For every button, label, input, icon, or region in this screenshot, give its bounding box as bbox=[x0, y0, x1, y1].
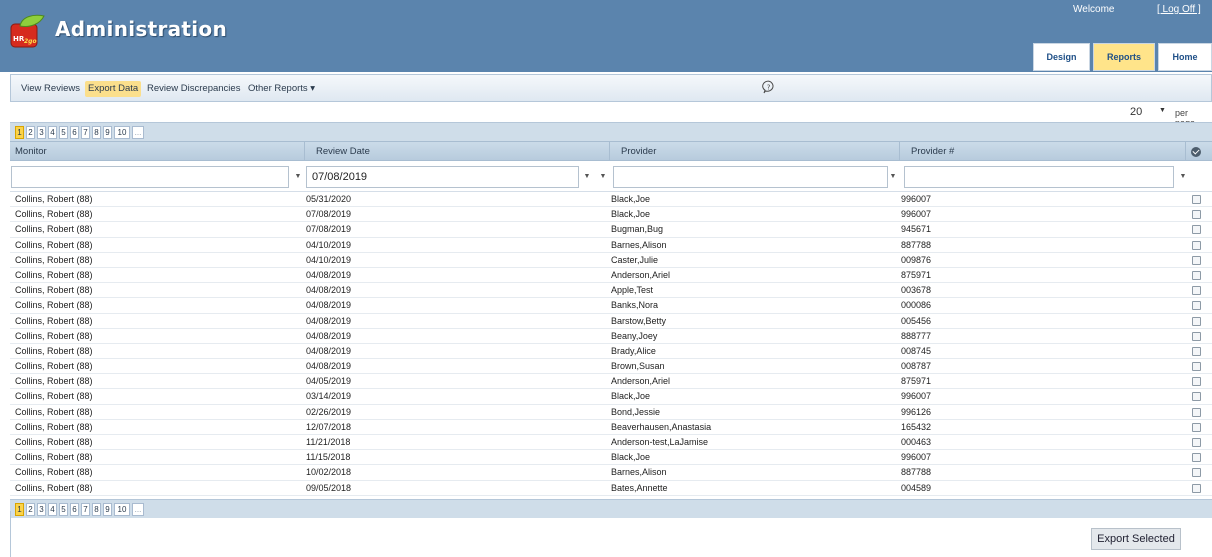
cell-provider-number: 003678 bbox=[901, 285, 932, 296]
toolbar-review-discrepancies[interactable]: Review Discrepancies bbox=[147, 83, 241, 94]
cell-review-date: 04/10/2019 bbox=[306, 239, 352, 250]
cell-provider: Banks,Nora bbox=[611, 300, 659, 311]
log-off-link[interactable]: [ Log Off ] bbox=[1157, 4, 1201, 15]
table-row[interactable] bbox=[10, 465, 1212, 480]
svg-text:?: ? bbox=[766, 83, 771, 92]
cell-monitor: Collins, Robert (88) bbox=[15, 376, 93, 387]
cell-review-date: 11/21/2018 bbox=[306, 437, 351, 447]
review-date-filter-input[interactable]: 07/08/2019 bbox=[306, 166, 579, 188]
page-link-6[interactable]: 6 bbox=[70, 126, 79, 139]
cell-provider: Barstow,Betty bbox=[611, 315, 667, 326]
cell-provider: Black,Joe bbox=[611, 391, 651, 402]
table-row[interactable] bbox=[10, 344, 1212, 359]
column-divider bbox=[304, 142, 305, 161]
cell-provider: Brown,Susan bbox=[611, 361, 665, 372]
cell-review-date: 04/08/2019 bbox=[306, 345, 352, 356]
monitor-filter-input[interactable] bbox=[11, 166, 289, 188]
page-link-8[interactable]: 8 bbox=[92, 126, 101, 139]
row-checkbox[interactable] bbox=[1192, 484, 1201, 493]
cell-provider: Bugman,Bug bbox=[611, 224, 664, 235]
column-divider bbox=[899, 142, 900, 161]
row-checkbox[interactable] bbox=[1192, 271, 1201, 280]
table-row[interactable] bbox=[10, 374, 1212, 389]
row-checkbox[interactable] bbox=[1192, 377, 1201, 386]
cell-monitor: Collins, Robert (88) bbox=[15, 194, 93, 204]
row-checkbox[interactable] bbox=[1192, 286, 1201, 295]
column-header-monitor[interactable]: Monitor bbox=[15, 146, 47, 157]
table-row[interactable] bbox=[10, 435, 1212, 450]
table-row[interactable] bbox=[10, 222, 1212, 237]
cell-provider-number: 875971 bbox=[901, 269, 932, 280]
filter-row bbox=[10, 162, 1212, 192]
cell-review-date: 04/05/2019 bbox=[306, 376, 352, 387]
grid-header bbox=[10, 141, 1212, 161]
cell-provider: Brady,Alice bbox=[611, 345, 656, 356]
cell-provider: Black,Joe bbox=[611, 452, 651, 463]
cell-provider-number: 000086 bbox=[901, 300, 932, 311]
page-link-3[interactable]: 3 bbox=[37, 503, 46, 516]
page-link-4[interactable]: 4 bbox=[48, 503, 57, 516]
cell-review-date: 04/08/2019 bbox=[306, 330, 352, 341]
cell-provider: Bond,Jessie bbox=[611, 406, 661, 417]
cell-review-date: 07/08/2019 bbox=[306, 209, 352, 220]
page-link-6[interactable]: 6 bbox=[70, 503, 79, 516]
cell-monitor: Collins, Robert (88) bbox=[15, 285, 93, 296]
cell-monitor: Collins, Robert (88) bbox=[15, 300, 93, 311]
check-all-icon[interactable] bbox=[1191, 147, 1201, 157]
table-row[interactable] bbox=[10, 420, 1212, 435]
column-divider bbox=[1185, 142, 1186, 161]
dropdown-arrow-icon[interactable]: ▼ bbox=[889, 173, 897, 180]
table-row[interactable] bbox=[10, 298, 1212, 313]
page-link-4[interactable]: 4 bbox=[48, 126, 57, 139]
column-divider bbox=[609, 142, 610, 161]
cell-monitor: Collins, Robert (88) bbox=[15, 345, 93, 356]
table-row[interactable] bbox=[10, 405, 1212, 420]
row-checkbox[interactable] bbox=[1192, 332, 1201, 341]
page-link-2[interactable]: 2 bbox=[26, 503, 35, 516]
page-link-more[interactable]: ... bbox=[132, 503, 144, 516]
cell-provider: Barnes,Alison bbox=[611, 239, 667, 250]
row-checkbox[interactable] bbox=[1192, 347, 1201, 356]
row-checkbox[interactable] bbox=[1192, 256, 1201, 265]
row-checkbox[interactable] bbox=[1192, 408, 1201, 417]
row-checkbox[interactable] bbox=[1192, 468, 1201, 477]
page-link-5[interactable]: 5 bbox=[59, 126, 68, 139]
page-link-more[interactable]: ... bbox=[132, 126, 144, 139]
provider-number-filter-input[interactable] bbox=[904, 166, 1174, 188]
cell-provider-number: 996007 bbox=[901, 194, 932, 204]
table-row[interactable] bbox=[10, 268, 1212, 283]
cell-monitor: Collins, Robert (88) bbox=[15, 437, 93, 447]
cell-provider-number: 000463 bbox=[901, 437, 932, 447]
cell-review-date: 04/08/2019 bbox=[306, 269, 352, 280]
dropdown-arrow-icon[interactable]: ▼ bbox=[583, 173, 591, 180]
page-link-1[interactable]: 1 bbox=[15, 503, 24, 516]
cell-provider: Bates,Annette bbox=[611, 482, 668, 493]
cell-monitor: Collins, Robert (88) bbox=[15, 452, 93, 463]
row-checkbox[interactable] bbox=[1192, 317, 1201, 326]
cell-monitor: Collins, Robert (88) bbox=[15, 421, 93, 432]
nav-reports-button[interactable]: Reports bbox=[1093, 43, 1155, 71]
cell-monitor: Collins, Robert (88) bbox=[15, 482, 93, 493]
pager-top-links bbox=[15, 126, 144, 139]
page-link-7[interactable]: 7 bbox=[81, 126, 90, 139]
cell-provider-number: 887788 bbox=[901, 239, 932, 250]
pager-top bbox=[10, 122, 1212, 141]
page-link-7[interactable]: 7 bbox=[81, 503, 90, 516]
nav-home-button[interactable]: Home bbox=[1158, 43, 1212, 71]
cell-provider: Black,Joe bbox=[611, 209, 651, 220]
cell-provider: Anderson,Ariel bbox=[611, 376, 671, 387]
per-page-label: per bbox=[1175, 108, 1189, 118]
row-checkbox[interactable] bbox=[1192, 362, 1201, 371]
dropdown-arrow-icon[interactable]: ▼ bbox=[1179, 173, 1187, 180]
cell-provider: Beaverhausen,Anastasia bbox=[611, 421, 712, 432]
cell-provider: Apple,Test bbox=[611, 285, 654, 296]
table-row[interactable] bbox=[10, 283, 1212, 298]
cell-monitor: Collins, Robert (88) bbox=[15, 315, 93, 326]
row-checkbox[interactable] bbox=[1192, 225, 1201, 234]
reports-toolbar bbox=[10, 74, 1212, 102]
page-link-3[interactable]: 3 bbox=[37, 126, 46, 139]
cell-provider-number: 165432 bbox=[901, 421, 932, 432]
toolbar-export-data[interactable]: Export Data bbox=[85, 81, 141, 97]
cell-monitor: Collins, Robert (88) bbox=[15, 361, 93, 372]
app-title: Administration bbox=[55, 17, 228, 41]
cell-monitor: Collins, Robert (88) bbox=[15, 467, 93, 478]
column-header-provider[interactable]: Provider bbox=[621, 146, 657, 157]
per-page-select[interactable] bbox=[1123, 106, 1173, 121]
cell-monitor: Collins, Robert (88) bbox=[15, 330, 93, 341]
cell-review-date: 09/05/2018 bbox=[306, 482, 352, 493]
cell-monitor: Collins, Robert (88) bbox=[15, 209, 93, 220]
cell-review-date: 04/08/2019 bbox=[306, 315, 352, 326]
toolbar-other-reports[interactable]: Other Reports ▾ bbox=[248, 83, 316, 94]
page-link-8[interactable]: 8 bbox=[92, 503, 101, 516]
cell-monitor: Collins, Robert (88) bbox=[15, 224, 93, 235]
column-header-provider-number[interactable]: Provider # bbox=[911, 146, 955, 157]
provider-filter-input[interactable] bbox=[613, 166, 888, 188]
cell-provider: Anderson-test,LaJamise bbox=[611, 437, 709, 447]
cell-provider-number: 945671 bbox=[901, 224, 932, 235]
table-row[interactable] bbox=[10, 238, 1212, 253]
welcome-text: Welcome bbox=[1073, 4, 1115, 15]
table-row[interactable] bbox=[10, 389, 1212, 404]
cell-provider-number: 004589 bbox=[901, 482, 932, 493]
table-row[interactable] bbox=[10, 359, 1212, 374]
cell-provider-number: 887788 bbox=[901, 467, 932, 478]
cell-provider-number: 996126 bbox=[901, 406, 932, 417]
table-row[interactable] bbox=[10, 481, 1212, 496]
cell-provider: Barnes,Alison bbox=[611, 467, 667, 478]
cell-provider-number: 005456 bbox=[901, 315, 932, 326]
cell-review-date: 04/08/2019 bbox=[306, 361, 352, 372]
pager-bottom bbox=[10, 499, 1212, 518]
toolbar-view-reviews[interactable]: View Reviews bbox=[21, 83, 80, 94]
cell-monitor: Collins, Robert (88) bbox=[15, 254, 93, 265]
cell-provider: Caster,Julie bbox=[611, 254, 659, 265]
pager-bottom-links bbox=[15, 503, 144, 516]
cell-review-date: 04/10/2019 bbox=[306, 254, 352, 265]
cell-review-date: 07/08/2019 bbox=[306, 224, 352, 235]
cell-provider-number: 875971 bbox=[901, 376, 932, 387]
cell-provider-number: 888777 bbox=[901, 330, 932, 341]
cell-monitor: Collins, Robert (88) bbox=[15, 239, 93, 250]
cell-review-date: 03/14/2019 bbox=[306, 391, 352, 402]
panel-border bbox=[10, 511, 11, 557]
nav-design-button[interactable]: Design bbox=[1033, 43, 1090, 71]
page-link-2[interactable]: 2 bbox=[26, 126, 35, 139]
page-link-9[interactable]: 9 bbox=[103, 126, 112, 139]
svg-text:2go: 2go bbox=[24, 38, 37, 45]
column-header-review-date[interactable]: Review Date bbox=[316, 146, 370, 157]
row-checkbox[interactable] bbox=[1192, 438, 1201, 447]
row-checkbox[interactable] bbox=[1192, 241, 1201, 250]
cell-provider-number: 008787 bbox=[901, 361, 932, 372]
page-link-9[interactable]: 9 bbox=[103, 503, 112, 516]
cell-review-date: 02/26/2019 bbox=[306, 406, 352, 417]
cell-review-date: 05/31/2020 bbox=[306, 194, 352, 204]
page-link-10[interactable]: 10 bbox=[114, 126, 130, 139]
cell-monitor: Collins, Robert (88) bbox=[15, 269, 93, 280]
cell-monitor: Collins, Robert (88) bbox=[15, 391, 93, 402]
cell-review-date: 12/07/2018 bbox=[306, 421, 352, 432]
row-checkbox[interactable] bbox=[1192, 392, 1201, 401]
table-row[interactable] bbox=[10, 192, 1212, 207]
cell-provider: Black,Joe bbox=[611, 194, 651, 204]
cell-review-date: 04/08/2019 bbox=[306, 300, 352, 311]
cell-provider-number: 009876 bbox=[901, 254, 932, 265]
cell-provider: Anderson,Ariel bbox=[611, 269, 671, 280]
cell-provider: Beany,Joey bbox=[611, 330, 658, 341]
cell-provider-number: 008745 bbox=[901, 345, 932, 356]
page-link-10[interactable]: 10 bbox=[114, 503, 130, 516]
export-selected-button[interactable]: Export Selected bbox=[1091, 528, 1181, 550]
cell-review-date: 04/08/2019 bbox=[306, 285, 352, 296]
svg-text:HR: HR bbox=[13, 35, 25, 43]
table-row[interactable] bbox=[10, 253, 1212, 268]
dropdown-arrow-icon[interactable]: ▼ bbox=[294, 173, 302, 180]
logo-icon bbox=[10, 14, 46, 48]
cell-review-date: 10/02/2018 bbox=[306, 467, 352, 478]
table-row[interactable] bbox=[10, 314, 1212, 329]
row-checkbox[interactable] bbox=[1192, 301, 1201, 310]
data-rows bbox=[10, 192, 1212, 496]
dropdown-arrow-icon: ▼ bbox=[1159, 107, 1166, 114]
table-row[interactable] bbox=[10, 329, 1212, 344]
cell-provider-number: 996007 bbox=[901, 452, 932, 463]
row-checkbox[interactable] bbox=[1192, 195, 1201, 204]
row-checkbox[interactable] bbox=[1192, 453, 1201, 462]
dropdown-arrow-icon[interactable]: ▼ bbox=[599, 173, 607, 180]
cell-monitor: Collins, Robert (88) bbox=[15, 406, 93, 417]
app-header bbox=[0, 0, 1212, 72]
table-row[interactable] bbox=[10, 450, 1212, 465]
table-row[interactable] bbox=[10, 207, 1212, 222]
page-link-1[interactable]: 1 bbox=[15, 126, 24, 139]
cell-provider-number: 996007 bbox=[901, 391, 932, 402]
cell-review-date: 11/15/2018 bbox=[306, 452, 351, 463]
row-checkbox[interactable] bbox=[1192, 210, 1201, 219]
page-link-5[interactable]: 5 bbox=[59, 503, 68, 516]
row-checkbox[interactable] bbox=[1192, 423, 1201, 432]
cell-provider-number: 996007 bbox=[901, 209, 932, 220]
help-icon[interactable] bbox=[762, 80, 776, 94]
per-page-value: 20 bbox=[1130, 106, 1143, 118]
